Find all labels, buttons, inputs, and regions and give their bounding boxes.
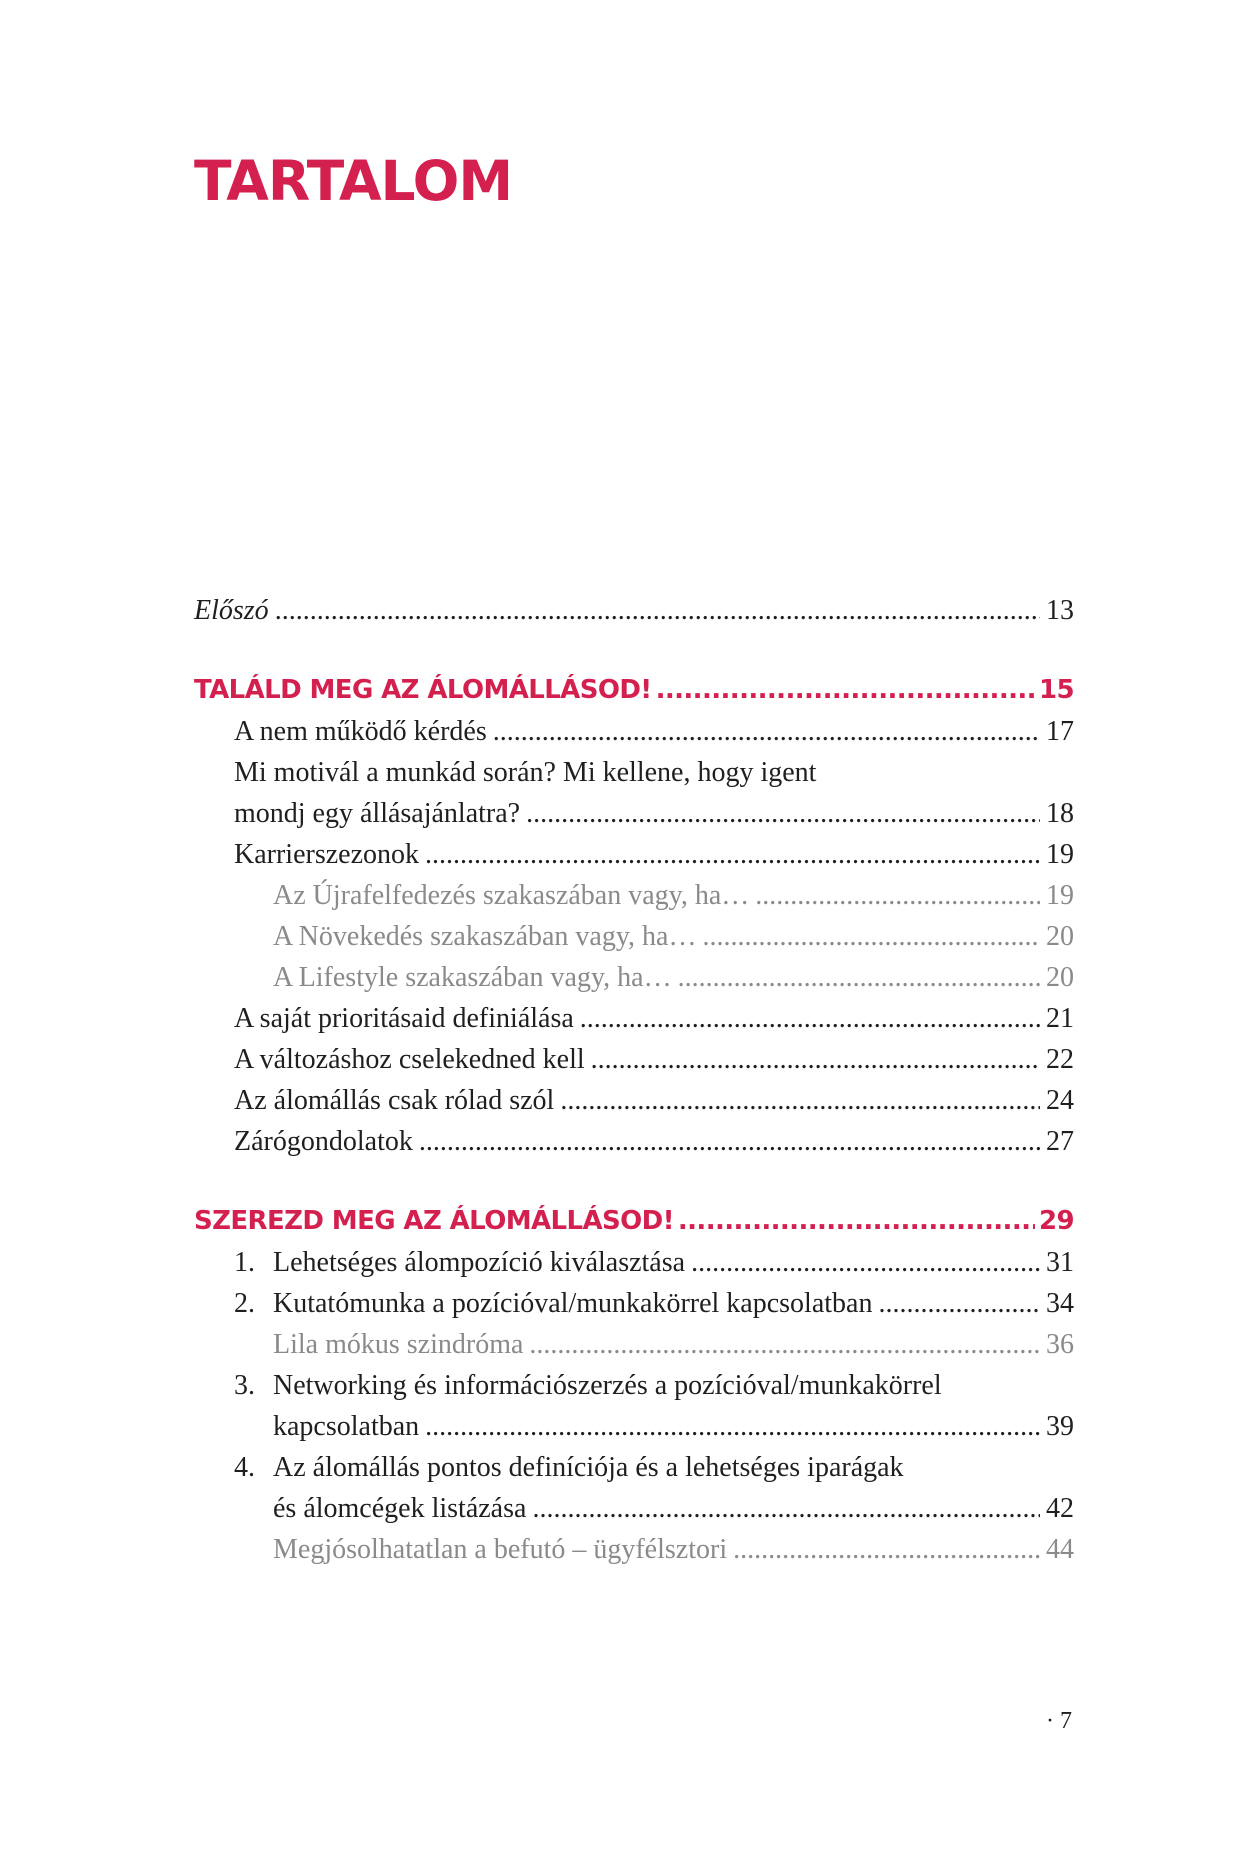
- toc-page-number: 17: [1046, 716, 1074, 747]
- toc-page-number: 42: [1046, 1493, 1074, 1524]
- dot-leader: [419, 1121, 1040, 1162]
- toc-entry-label: Zárógondolatok: [234, 1126, 413, 1157]
- toc-entry-label: Kutatómunka a pozícióval/munkakörrel kapcsolatban: [273, 1288, 873, 1319]
- dot-leader: [526, 793, 1040, 834]
- toc-entry-label-line1: Networking és információszerzés a pozícióval/munkakörrel: [273, 1370, 942, 1401]
- toc-section-heading: [194, 670, 1074, 711]
- toc-page-number: 34: [1046, 1288, 1074, 1319]
- toc-entry-numbered: [234, 1447, 1074, 1529]
- toc-page-number: 19: [1046, 880, 1074, 911]
- toc-subentry: [273, 875, 1074, 916]
- dot-leader: [560, 1080, 1040, 1121]
- dot-leader: [691, 1242, 1040, 1283]
- section-label: TALÁLD MEG AZ ÁLOMÁLLÁSOD!: [194, 675, 652, 705]
- toc-entry-number: 2.: [234, 1288, 255, 1319]
- toc-page-number: 44: [1046, 1534, 1074, 1565]
- dot-leader: [275, 590, 1040, 631]
- toc-entry-preface: [194, 590, 1074, 631]
- toc-entry-label: Előszó: [194, 595, 269, 626]
- toc-page-number: 39: [1046, 1411, 1074, 1442]
- toc-entry: [234, 1039, 1074, 1080]
- toc-page-number: 19: [1046, 839, 1074, 870]
- toc-entry-label: Az álomállás csak rólad szól: [234, 1085, 555, 1116]
- dot-leader: [678, 1201, 1035, 1242]
- toc-page-number: 20: [1046, 962, 1074, 993]
- toc-entry-label: Lila mókus szindróma: [273, 1329, 524, 1360]
- toc-entry: [234, 1080, 1074, 1121]
- toc-subentry: [273, 1529, 1074, 1570]
- toc-page-number: 20: [1046, 921, 1074, 952]
- toc-entry-label-line1: Az álomállás pontos definíciója és a lehetséges iparágak: [273, 1452, 904, 1483]
- table-of-contents: [194, 590, 1074, 1570]
- section-page-number: 15: [1039, 675, 1074, 705]
- toc-entry-numbered: [234, 1283, 1074, 1324]
- toc-entry-label: A saját prioritásaid definiálása: [234, 1003, 574, 1034]
- toc-page-number: 24: [1046, 1085, 1074, 1116]
- toc-entry-label: és álomcégek listázása: [273, 1493, 527, 1524]
- toc-section-heading: [194, 1201, 1074, 1242]
- dot-leader: [878, 1283, 1040, 1324]
- toc-entry-label: Karrierszezonok: [234, 839, 420, 870]
- section-label: SZEREZD MEG AZ ÁLOMÁLLÁSOD!: [194, 1206, 674, 1236]
- toc-entry: [234, 711, 1074, 752]
- dot-leader: [532, 1488, 1040, 1529]
- dot-leader: [733, 1529, 1040, 1570]
- toc-entry-number: 4.: [234, 1452, 255, 1483]
- toc-entry: [234, 998, 1074, 1039]
- toc-subentry: [273, 1324, 1074, 1365]
- toc-entry-number: 1.: [234, 1247, 255, 1278]
- toc-entry-label: Lehetséges álompozíció kiválasztása: [273, 1247, 686, 1278]
- toc-entry-number: 3.: [234, 1370, 255, 1401]
- toc-page-number: 22: [1046, 1044, 1074, 1075]
- toc-entry: [234, 1121, 1074, 1162]
- toc-entry-label: A Növekedés szakaszában vagy, ha…: [273, 921, 697, 952]
- toc-entry-label: A Lifestyle szakaszában vagy, ha…: [273, 962, 672, 993]
- dot-leader: [656, 670, 1035, 711]
- toc-entry-label: A nem működő kérdés: [234, 716, 487, 747]
- dot-leader: [425, 1406, 1040, 1447]
- toc-page-number: 31: [1046, 1247, 1074, 1278]
- toc-entry-label: A változáshoz cselekedned kell: [234, 1044, 585, 1075]
- toc-page-number: 21: [1046, 1003, 1074, 1034]
- toc-page-number: 13: [1046, 595, 1074, 626]
- toc-entry-label: mondj egy állásajánlatra?: [234, 798, 521, 829]
- dot-leader: [425, 834, 1040, 875]
- toc-subentry: [273, 957, 1074, 998]
- dot-leader: [529, 1324, 1040, 1365]
- toc-entry-numbered: [234, 1365, 1074, 1447]
- toc-entry: [234, 752, 1074, 834]
- toc-page-number: 18: [1046, 798, 1074, 829]
- toc-entry-label: kapcsolatban: [273, 1411, 420, 1442]
- toc-entry-label: Az Újrafelfedezés szakaszában vagy, ha…: [273, 880, 750, 911]
- toc-page-number: 27: [1046, 1126, 1074, 1157]
- page-number: · 7: [1046, 1708, 1072, 1734]
- toc-page-number: 36: [1046, 1329, 1074, 1360]
- dot-leader: [580, 998, 1040, 1039]
- dot-leader: [493, 711, 1040, 752]
- dot-leader: [678, 957, 1040, 998]
- toc-subentry: [273, 916, 1074, 957]
- dot-leader: [702, 916, 1040, 957]
- section-page-number: 29: [1039, 1206, 1074, 1236]
- toc-entry-label: Megjósolhatatlan a befutó – ügyfélsztori: [273, 1534, 728, 1565]
- dot-leader: [591, 1039, 1040, 1080]
- toc-entry-numbered: [234, 1242, 1074, 1283]
- toc-entry-label-line1: Mi motivál a munkád során? Mi kellene, hogy igent: [234, 757, 817, 788]
- dot-leader: [755, 875, 1040, 916]
- toc-entry: [234, 834, 1074, 875]
- page-title: TARTALOM: [194, 149, 513, 213]
